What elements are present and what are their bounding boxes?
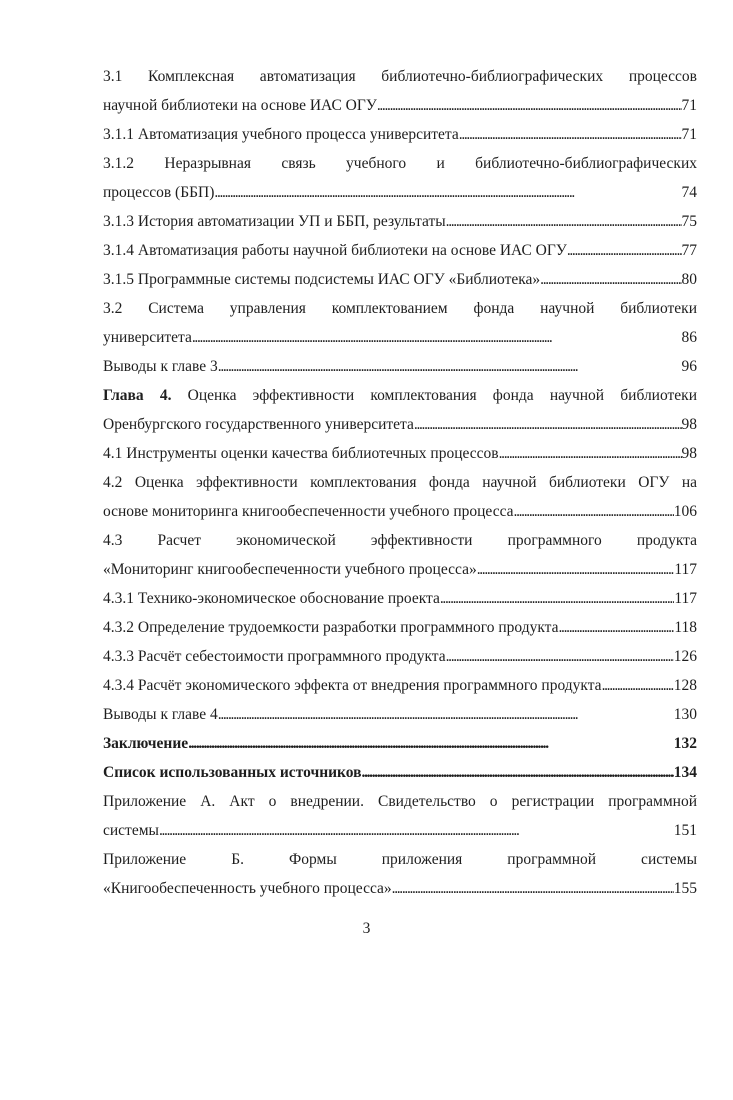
dot-leader xyxy=(192,323,682,352)
toc-entry-3-1-1 xyxy=(103,120,697,149)
toc-entry-text: процессов (ББП) xyxy=(103,184,215,201)
dot-leader xyxy=(392,874,674,903)
toc-entry-text: 4.3.2 Определение трудоемкости разработки программного продукта xyxy=(103,619,559,636)
toc-page-number: 96 xyxy=(681,358,697,375)
toc-page-number: 155 xyxy=(673,880,697,897)
toc-entry-text: 3.1.4 Автоматизация работы научной библиотеки на основе ИАС ОГУ xyxy=(103,242,567,259)
toc-entry-text: научной библиотеки на основе ИАС ОГУ xyxy=(103,97,377,114)
toc-entry-text: Выводы к главе 4 xyxy=(103,706,218,723)
dot-leader xyxy=(218,700,674,729)
dot-leader xyxy=(218,352,682,381)
dot-leader xyxy=(446,207,682,236)
toc-entry-4-3-1 xyxy=(103,584,697,613)
toc-entry-appendix-b-line1: Приложение Б. Формы приложения программной системы xyxy=(103,851,697,868)
toc-entry-chapter-4-line2 xyxy=(103,410,697,439)
toc-entry-text: 3.1.5 Программные системы подсистемы ИАС ОГУ «Библиотека» xyxy=(103,271,541,288)
toc-entry-4-3-4 xyxy=(103,671,697,700)
toc-entry-references xyxy=(103,758,697,787)
toc-page-number: 80 xyxy=(681,271,697,288)
toc-entry-text: 4.3.4 Расчёт экономического эффекта от внедрения программного продукта xyxy=(103,677,602,694)
toc-entry-3-1-line2 xyxy=(103,91,697,120)
toc-entry-4-2-line1: 4.2 Оценка эффективности комплектования фонда научной библиотеки ОГУ на xyxy=(103,474,697,491)
toc-page-number: 98 xyxy=(681,445,697,462)
toc-page-number: 118 xyxy=(674,619,697,636)
dot-leader xyxy=(362,758,674,787)
toc-entry-4-2-line2 xyxy=(103,497,697,526)
dot-leader xyxy=(188,729,674,758)
dot-leader xyxy=(377,91,682,120)
toc-page-number: 132 xyxy=(673,735,697,752)
toc-entry-text: 3.1.1 Автоматизация учебного процесса университета xyxy=(103,126,459,143)
toc-entry-chapter-4-line1 xyxy=(103,381,697,410)
dot-leader xyxy=(459,120,682,149)
toc-entry-3-1-5 xyxy=(103,265,697,294)
toc-entry-text: 4.1 Инструменты оценки качества библиотечных процессов xyxy=(103,445,499,462)
toc-entry-4-3-3 xyxy=(103,642,697,671)
dot-leader xyxy=(514,497,674,526)
toc-entry-appendix-b-line2 xyxy=(103,874,697,903)
toc-page-number: 126 xyxy=(673,648,697,665)
toc-entry-text: системы xyxy=(103,822,159,839)
dot-leader xyxy=(499,439,682,468)
toc-entry-3-1-3 xyxy=(103,207,697,236)
toc-entry-appendix-a-line2 xyxy=(103,816,697,845)
toc-entry-text: Оренбургского государственного университета xyxy=(103,416,414,433)
toc-page-number: 151 xyxy=(673,822,697,839)
toc-entry-3-1-line1: 3.1 Комплексная автоматизация библиотечно-библиографических процессов xyxy=(103,68,697,85)
dot-leader xyxy=(540,265,681,294)
toc-page-number: 106 xyxy=(673,503,697,520)
dot-leader xyxy=(440,584,674,613)
toc-page-number: 98 xyxy=(681,416,697,433)
toc-entry-conclusion xyxy=(103,729,697,758)
dot-leader xyxy=(567,236,682,265)
toc-page-number: 77 xyxy=(681,242,697,259)
dot-leader xyxy=(159,816,674,845)
dot-leader xyxy=(414,410,682,439)
table-of-contents xyxy=(103,62,697,903)
page-number: 3 xyxy=(362,920,371,937)
toc-entry-appendix-a-line1: Приложение А. Акт о внедрении. Свидетельство о регистрации программной xyxy=(103,793,697,810)
toc-entry-3-2-line2 xyxy=(103,323,697,352)
chapter-title: Оценка эффективности комплектования фонда научной библиотеки xyxy=(171,387,697,404)
dot-leader xyxy=(446,642,674,671)
toc-entry-3-1-2-line2 xyxy=(103,178,697,207)
toc-entry-conclusions-ch3 xyxy=(103,352,697,381)
toc-entry-3-1-4 xyxy=(103,236,697,265)
toc-entry-text: университета xyxy=(103,329,192,346)
toc-entry-text: «Книгообеспеченность учебного процесса» xyxy=(103,880,392,897)
toc-entry-4-1 xyxy=(103,439,697,468)
toc-entry-text: Список использованных источников xyxy=(103,764,362,781)
toc-entry-text: «Мониторинг книгообеспеченности учебного процесса» xyxy=(103,561,477,578)
dot-leader xyxy=(602,671,674,700)
toc-entry-3-2-line1: 3.2 Система управления комплектованием фонда научной библиотеки xyxy=(103,300,697,317)
toc-page-number: 117 xyxy=(674,590,697,607)
toc-entry-text: 4.3.1 Технико-экономическое обоснование проекта xyxy=(103,590,440,607)
toc-entry-4-3-line2 xyxy=(103,555,697,584)
toc-page-number: 117 xyxy=(674,561,697,578)
toc-page-number: 71 xyxy=(681,97,697,114)
toc-entry-4-3-2 xyxy=(103,613,697,642)
dot-leader xyxy=(477,555,675,584)
toc-page-number: 75 xyxy=(681,213,697,230)
toc-entry-text: Выводы к главе 3 xyxy=(103,358,218,375)
toc-entry-text: Заключение xyxy=(103,735,189,752)
dot-leader xyxy=(214,178,681,207)
toc-entry-text: 4.3.3 Расчёт себестоимости программного продукта xyxy=(103,648,446,665)
dot-leader xyxy=(559,613,675,642)
toc-page-number: 74 xyxy=(681,184,697,201)
toc-page-number: 130 xyxy=(673,706,697,723)
toc-page-number: 71 xyxy=(681,126,697,143)
toc-entry-3-1-2-line1: 3.1.2 Неразрывная связь учебного и библиотечно-библиографических xyxy=(103,155,697,172)
toc-entry-4-3-line1: 4.3 Расчет экономической эффективности программного продукта xyxy=(103,532,697,549)
toc-entry-text: 3.1.3 История автоматизации УП и ББП, результаты xyxy=(103,213,446,230)
toc-page-number: 134 xyxy=(673,764,697,781)
toc-page-number: 86 xyxy=(681,329,697,346)
toc-entry-text: основе мониторинга книгообеспеченности учебного процесса xyxy=(103,503,514,520)
toc-page-number: 128 xyxy=(673,677,697,694)
chapter-label: Глава 4. xyxy=(103,387,172,404)
toc-entry-conclusions-ch4 xyxy=(103,700,697,729)
